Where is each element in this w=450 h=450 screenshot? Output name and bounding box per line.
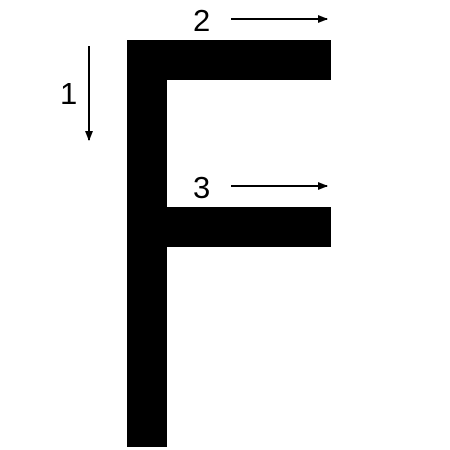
stroke-1-number: 1 <box>60 76 78 111</box>
stroke-2-guide <box>193 3 327 38</box>
letter-f-middle-bar <box>127 207 331 247</box>
letter-f-shape <box>127 40 331 447</box>
stroke-3-number: 3 <box>193 170 211 205</box>
stroke-1-guide <box>60 46 89 140</box>
stroke-3-guide <box>193 170 327 205</box>
stroke-2-number: 2 <box>193 3 211 38</box>
letter-f-top-bar <box>127 40 331 80</box>
